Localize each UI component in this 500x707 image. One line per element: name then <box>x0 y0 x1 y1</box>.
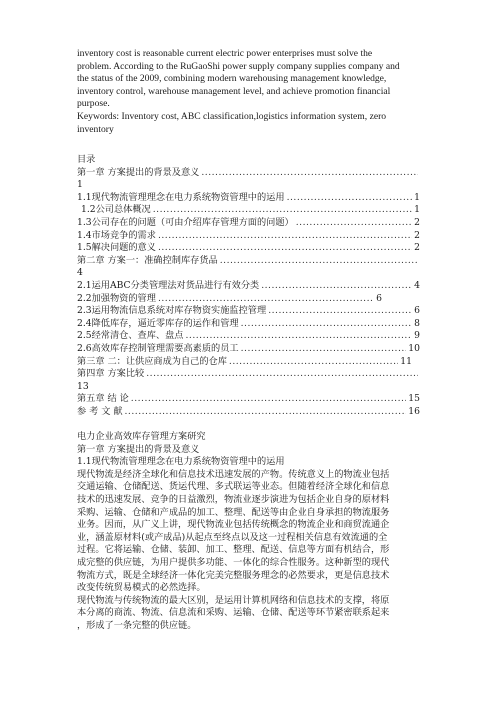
toc-title: 目录 <box>77 154 96 165</box>
toc-entry-page: 1 <box>414 191 420 203</box>
paragraph-line: 过程。它将运输、仓储、装卸、加工、整理、配送、信息等方面有机结合，形 <box>77 544 390 556</box>
toc-leader <box>158 293 374 306</box>
toc-entry-title: 1.5解决问题的意义 <box>77 242 156 254</box>
toc-leader <box>268 305 412 318</box>
paragraph-line: 成完整的供应链，为用户提供多功能、一体化的综合性服务。这种新型的现代 <box>77 556 390 568</box>
paragraph-line: 技术的迅速发展、竞争的日益激烈，物流业逐步演进为包括企业自身的原材料 <box>77 493 390 505</box>
toc-entry-page: 2 <box>414 229 420 241</box>
paragraph-line: 物流方式，既是全球经济一体化完美完整服务理念的必然要求，更是信息技术 <box>77 569 390 581</box>
toc-leader <box>158 230 412 243</box>
toc-entry-title: 第五章 结 论 <box>77 393 129 405</box>
toc-entry-title: 2.2加强物资的管理 <box>77 292 156 304</box>
paragraph <box>77 469 420 595</box>
paragraph <box>77 595 420 633</box>
toc-entry[interactable] <box>77 318 420 331</box>
toc-entry-title: 第一章 方案提出的背景及意义 <box>77 166 200 178</box>
toc-entry-page: 4 <box>77 267 83 279</box>
toc-entry-title: 参 考 文 献 <box>77 405 123 417</box>
abstract-section <box>77 48 420 136</box>
toc-entry-page: 11 <box>400 355 412 367</box>
toc-leader <box>287 192 413 205</box>
keywords-line: inventory <box>77 123 114 135</box>
paragraph-line: 现代物流是经济全球化和信息技术迅速发展的产物。传统意义上的物流业包括 <box>77 468 390 480</box>
paragraph-line: 改变传统贸易模式的必然选择。 <box>77 582 206 594</box>
toc-leader <box>241 318 413 331</box>
toc-leader <box>261 280 412 293</box>
toc-entry-title: 1.4市场竞争的需求 <box>77 229 156 241</box>
toc-entry-title: 第二章 方案一：准确控制库存货品 <box>77 254 218 266</box>
toc-entry-page: 16 <box>408 405 420 417</box>
toc-leader <box>158 242 412 255</box>
paragraph-line: 现代物流与传统物流的最大区别，是运用计算机网络和信息技术的支撑，将原 <box>77 594 390 606</box>
toc-entry-title: 1.3公司存在的问题（可由介绍库存管理方面的问题） <box>77 216 294 228</box>
paragraph-line: 交通运输、仓储配送、货运代理、多式联运等业态。但随着经济全球化和信息 <box>77 481 390 493</box>
toc-leader <box>220 255 418 268</box>
toc-entry-title: 2.5经常清仓、查库、盘点 <box>77 330 184 342</box>
toc-leader <box>241 343 407 356</box>
toc-entry-page: 2 <box>414 216 420 228</box>
toc-entry[interactable] <box>77 293 420 306</box>
toc-entry-page: 4 <box>414 279 420 291</box>
paragraph-line: 本分离的商流、物流、信息流和采购、运输、仓储、配送等环节紧密联系起来 <box>77 607 390 619</box>
toc-entry[interactable] <box>77 242 420 255</box>
abstract-line: inventory cost is reasonable current electric power enterprises must solve the <box>77 48 373 59</box>
toc-entry-page: 15 <box>408 393 420 405</box>
toc-entry-title: 2.6高效库存控制管理需要高素质的员工 <box>77 342 239 354</box>
toc-leader <box>296 217 412 230</box>
toc-entry-title: 1.2公司总体概况 <box>81 204 151 216</box>
toc-leader <box>153 204 412 217</box>
toc-entry-title: 2.3运用物流信息系统对库存物资实施监控管理 <box>77 305 267 317</box>
toc-entry[interactable] <box>77 393 420 406</box>
toc-leader <box>186 330 413 343</box>
toc-entry-page: 1 <box>77 179 83 191</box>
toc-entry[interactable] <box>77 167 420 180</box>
keywords-line: Keywords: Inventory cost, ABC classification,logistics information system, zero <box>77 110 387 122</box>
toc-entry[interactable] <box>77 204 420 217</box>
chapter-heading: 第一章 方案提出的背景及意义 <box>77 443 200 455</box>
body-section <box>77 431 420 633</box>
toc-entry[interactable] <box>77 406 420 419</box>
toc-entry[interactable] <box>77 356 420 369</box>
toc-entry[interactable] <box>77 305 420 318</box>
toc-leader <box>229 356 398 369</box>
toc-entry-page: 13 <box>77 380 89 392</box>
paragraph-line: ，形成了一条完整的供应链。 <box>77 619 197 631</box>
toc-entry-title: 2.4降低库存，逼近零库存的运作和管理 <box>77 317 239 329</box>
paragraph-line: 采购、运输、仓储和产成品的加工、整理、配送等由企业自身承担的物流服务 <box>77 506 390 518</box>
toc-entry[interactable] <box>77 217 420 230</box>
toc-entry[interactable] <box>77 280 420 293</box>
toc-entry-title: 1.1现代物流管理理念在电力系统物资管理中的运用 <box>77 191 285 203</box>
section-heading: 1.1现代物流管理理念在电力系统物资管理中的运用 <box>77 456 285 468</box>
toc-leader <box>201 167 418 180</box>
abstract-line: purpose. <box>77 98 110 110</box>
abstract-line: the status of the 2009, combining modern warehousing management knowledge, <box>77 73 387 85</box>
toc-entry-page: 2 <box>414 242 420 254</box>
paragraph-line: 业务。因而，从广义上讲，现代物流业包括传统概念的物流企业和商贸流通企 <box>77 519 390 531</box>
toc-leader <box>146 368 418 381</box>
toc-entry-title: 2.1运用ABC分类管理法对货品进行有效分类 <box>77 279 260 291</box>
toc-entry-title: 第四章 方案比较 <box>77 368 145 380</box>
paragraph-line: 业，涵盖原材料(或产成品)从起点至终点以及这一过程相关信息有效流通的全 <box>77 531 388 543</box>
abstract-line: problem. According to the RuGaoShi power supply company supplies company and <box>77 60 400 72</box>
toc-entry[interactable] <box>77 330 420 343</box>
toc-entry-page: 1 <box>414 204 420 216</box>
toc-entry-page: 6 <box>414 305 420 317</box>
toc-entry[interactable] <box>77 230 420 243</box>
toc-entry[interactable] <box>77 192 420 205</box>
toc-entry[interactable] <box>77 343 420 356</box>
toc-leader <box>131 393 407 406</box>
toc-leader <box>125 406 407 419</box>
toc-entry-page: 6 <box>376 292 382 304</box>
toc-entry[interactable] <box>77 255 420 268</box>
toc-entry-title: 第三章 二：让供应商成为自己的仓库 <box>77 355 227 367</box>
table-of-contents <box>77 154 420 418</box>
toc-entry-page: 9 <box>414 330 420 342</box>
toc-entry-page: 10 <box>408 342 420 354</box>
toc-entry-page: 8 <box>414 317 420 329</box>
abstract-line: inventory control, warehouse management level, and achieve promotion financial <box>77 85 391 97</box>
document-title: 电力企业高效库存管理方案研究 <box>77 431 206 442</box>
toc-entry[interactable] <box>77 368 420 381</box>
